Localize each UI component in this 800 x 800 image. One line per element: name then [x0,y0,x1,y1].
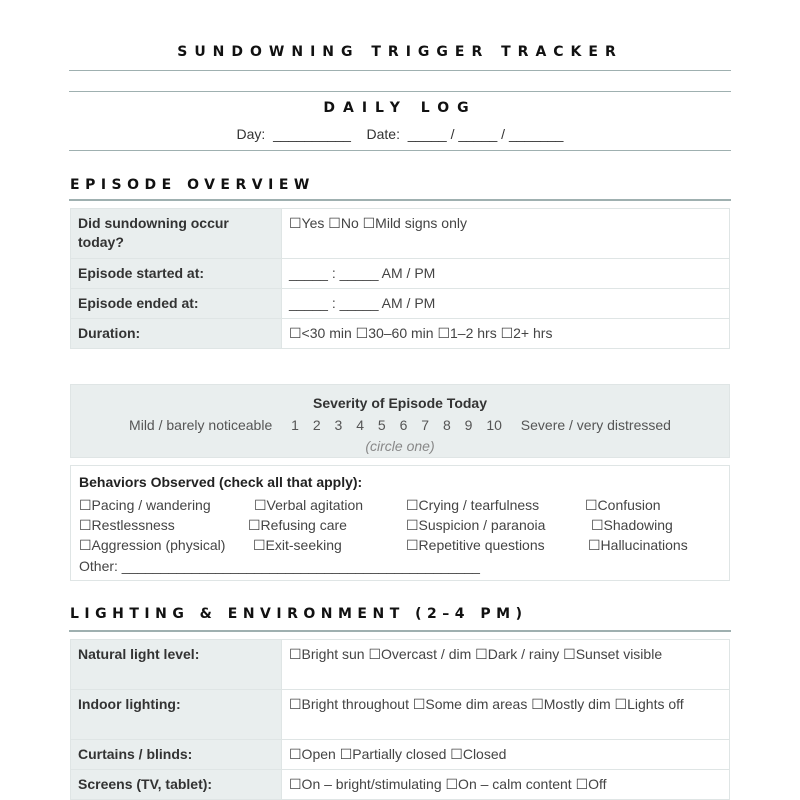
behavior-checkbox-shadowing[interactable]: ☐Shadowing [591,517,673,533]
severity-note: (circle one) [365,438,435,454]
severity-low-label: Mild / barely noticeable [129,417,273,433]
behavior-other-field[interactable]: Other: ______________________________________________ [79,558,480,574]
page-title: SUNDOWNING TRIGGER TRACKER [177,44,623,60]
row-options[interactable]: ☐<30 min ☐30–60 min ☐1–2 hrs ☐2+ hrs [282,319,730,349]
row-options[interactable]: ☐Yes ☐No ☐Mild signs only [282,209,730,259]
behavior-checkbox-crying[interactable]: ☐Crying / tearfulness [406,497,540,513]
row-label: Did sundowning occur today? [71,209,282,259]
behavior-checkbox-repetitive-questions[interactable]: ☐Repetitive questions [406,537,545,553]
row-label: Curtains / blinds: [71,740,282,770]
daily-log-title: DAILY LOG [323,100,477,116]
behavior-checkbox-suspicion[interactable]: ☐Suspicion / paranoia [406,517,546,533]
row-label: Screens (TV, tablet): [71,770,282,800]
row-time-field[interactable]: _____ : _____ AM / PM [282,259,730,289]
severity-option[interactable]: 7 [421,417,430,433]
row-label: Episode ended at: [71,289,282,319]
lighting-rule [69,630,731,632]
severity-box [70,384,730,458]
row-options[interactable]: ☐Bright sun ☐Overcast / dim ☐Dark / rainy ☐Sunset visible [282,640,730,690]
severity-scale [71,417,729,433]
row-label: Natural light level: [71,640,282,690]
row-label: Indoor lighting: [71,690,282,740]
row-label: Episode started at: [71,259,282,289]
behavior-checkbox-confusion[interactable]: ☐Confusion [585,497,661,513]
severity-option[interactable]: 2 [312,417,321,433]
lighting-heading: LIGHTING & ENVIRONMENT (2–4 PM) [70,606,528,622]
severity-option[interactable]: 5 [377,417,386,433]
log-rule-top [69,91,731,92]
behavior-checkbox-aggression[interactable]: ☐Aggression (physical) [79,537,226,553]
episode-overview-rule [69,199,731,201]
table-row [71,640,730,690]
row-time-field[interactable]: _____ : _____ AM / PM [282,289,730,319]
row-options[interactable]: ☐Open ☐Partially closed ☐Closed [282,740,730,770]
severity-title: Severity of Episode Today [312,395,487,411]
table-row [71,209,730,259]
severity-option[interactable]: 8 [442,417,451,433]
log-rule-bottom [69,150,731,151]
severity-option[interactable]: 3 [334,417,343,433]
behavior-checkbox-restlessness[interactable]: ☐Restlessness [79,517,175,533]
row-label: Duration: [71,319,282,349]
severity-option[interactable]: 6 [399,417,408,433]
severity-option[interactable]: 4 [356,417,364,433]
behavior-checkbox-verbal-agitation[interactable]: ☐Verbal agitation [254,497,364,513]
behavior-checkbox-refusing-care[interactable]: ☐Refusing care [248,517,347,533]
row-options[interactable]: ☐On – bright/stimulating ☐On – calm content ☐Off [282,770,730,800]
day-date-line[interactable]: Day: __________ Date: _____ / _____ / _______ [236,126,564,142]
behavior-checkbox-hallucinations[interactable]: ☐Hallucinations [588,537,688,553]
row-options[interactable]: ☐Bright throughout ☐Some dim areas ☐Mostly dim ☐Lights off [282,690,730,740]
behaviors-box [70,465,730,581]
table-row [71,259,730,289]
behavior-checkbox-pacing[interactable]: ☐Pacing / wandering [79,497,211,513]
table-row [71,740,730,770]
severity-option[interactable]: 9 [464,417,473,433]
behavior-checkbox-exit-seeking[interactable]: ☐Exit-seeking [253,537,342,553]
episode-overview-table [70,208,730,349]
severity-option[interactable]: 1 [291,417,299,433]
behaviors-title: Behaviors Observed (check all that apply): [79,474,363,490]
lighting-table [70,639,730,800]
table-row [71,690,730,740]
table-row [71,770,730,800]
table-row [71,289,730,319]
episode-overview-heading: EPISODE OVERVIEW [70,177,315,193]
table-row [71,319,730,349]
severity-option[interactable]: 10 [486,417,502,433]
title-rule [69,70,731,71]
severity-high-label: Severe / very distressed [520,417,671,433]
